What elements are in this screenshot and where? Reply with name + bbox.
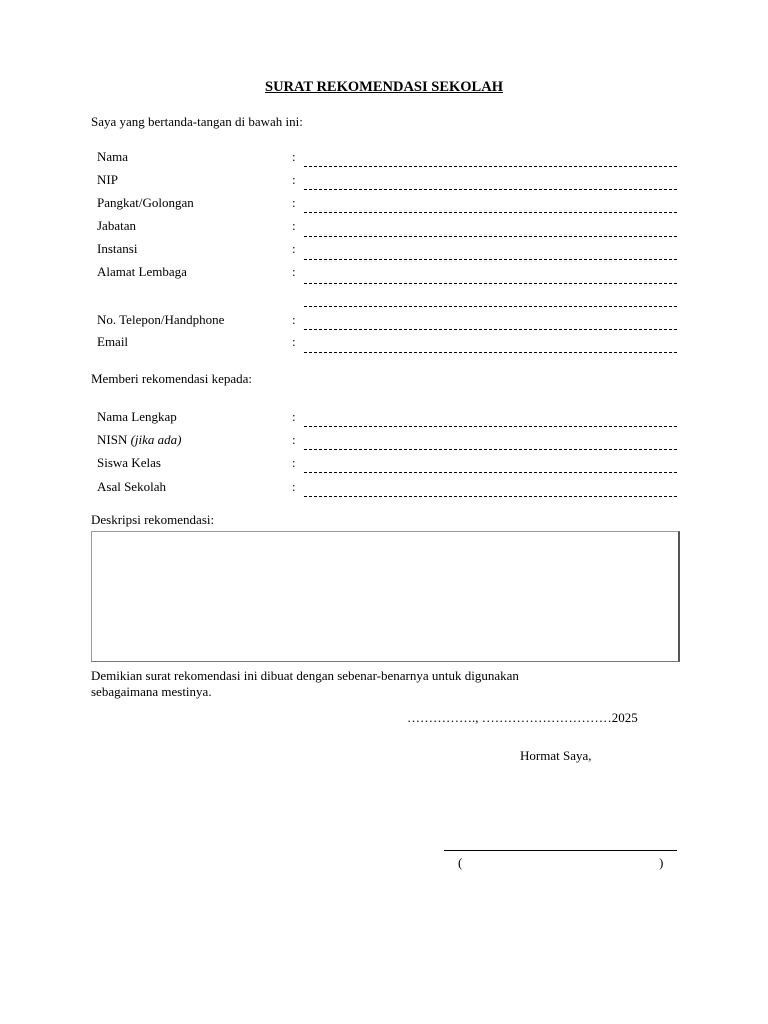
field-label-email: Email	[97, 334, 129, 349]
date-line: ……………., …………………………2025	[407, 710, 638, 725]
field-label-nisn	[97, 432, 182, 448]
alamat-fill-line-2[interactable]	[304, 306, 677, 307]
field-label-nip: NIP	[97, 172, 118, 187]
page-title: SURAT REKOMENDASI SEKOLAH	[265, 79, 503, 95]
recommend-to-text: Memberi rekomendasi kepada:	[91, 371, 252, 386]
nama-fill-line[interactable]	[304, 166, 677, 167]
nip-fill-line[interactable]	[304, 189, 677, 190]
field-label-nama: Nama	[97, 149, 129, 164]
field-label-pangkat: Pangkat/Golongan	[97, 195, 194, 210]
field-colon: :	[292, 334, 296, 349]
telepon-fill-line[interactable]	[304, 329, 677, 330]
nama-lengkap-fill-line[interactable]	[304, 426, 677, 427]
field-label-asal-sekolah: Asal Sekolah	[97, 479, 166, 494]
field-colon: :	[292, 312, 296, 327]
field-colon: :	[292, 149, 296, 164]
field-label-instansi: Instansi	[97, 241, 138, 256]
signature-paren-open: (	[458, 855, 463, 870]
regards-text: Hormat Saya,	[520, 748, 592, 763]
field-colon: :	[292, 409, 296, 424]
field-colon: :	[292, 195, 296, 210]
nisn-fill-line[interactable]	[304, 449, 677, 450]
field-colon: :	[292, 241, 296, 256]
nisn-label: NISN	[97, 432, 128, 447]
description-label: Deskripsi rekomendasi:	[91, 512, 215, 527]
asal-sekolah-fill-line[interactable]	[304, 496, 677, 497]
field-label-siswa-kelas: Siswa Kelas	[97, 455, 161, 470]
nisn-note: (jika ada)	[130, 432, 182, 447]
field-label-nama-lengkap: Nama Lengkap	[97, 409, 177, 424]
pangkat-fill-line[interactable]	[304, 212, 677, 213]
siswa-kelas-fill-line[interactable]	[304, 472, 677, 473]
closing-line-2: sebagaimana mestinya.	[91, 684, 212, 699]
closing-line-1: Demikian surat rekomendasi ini dibuat dengan sebenar-benarnya untuk digunakan	[91, 668, 519, 683]
field-label-jabatan: Jabatan	[97, 218, 136, 233]
field-colon: :	[292, 455, 296, 470]
instansi-fill-line[interactable]	[304, 259, 677, 260]
field-colon: :	[292, 432, 296, 447]
field-colon: :	[292, 479, 296, 494]
alamat-fill-line-1[interactable]	[304, 283, 677, 284]
field-label-telepon: No. Telepon/Handphone	[97, 312, 225, 327]
intro-text: Saya yang bertanda-tangan di bawah ini:	[91, 114, 303, 129]
field-colon: :	[292, 264, 296, 279]
field-colon: :	[292, 172, 296, 187]
jabatan-fill-line[interactable]	[304, 236, 677, 237]
email-fill-line[interactable]	[304, 352, 677, 353]
signature-line	[444, 850, 677, 851]
description-box[interactable]	[91, 531, 680, 662]
signature-paren-close: )	[659, 855, 664, 870]
field-colon: :	[292, 218, 296, 233]
field-label-alamat: Alamat Lembaga	[97, 264, 187, 279]
